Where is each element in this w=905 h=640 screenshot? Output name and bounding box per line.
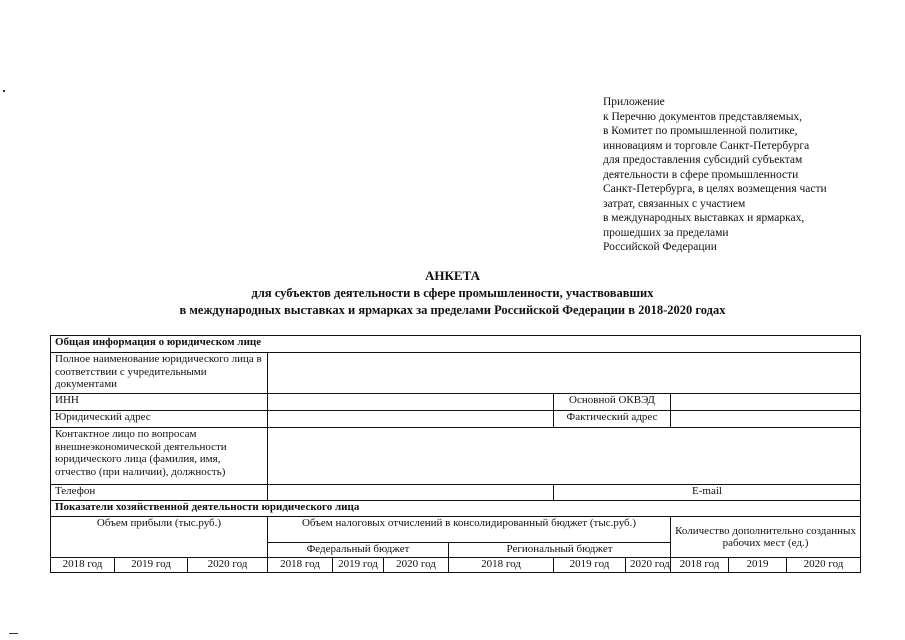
profit-year: 2019 год <box>115 558 188 573</box>
indicators-header: Показатели хозяйственной деятельности юридического лица <box>51 501 861 517</box>
legal-address-label: Юридический адрес <box>51 411 268 428</box>
tax-header: Объем налоговых отчислений в консолидированный бюджет (тыс.руб.) <box>268 517 671 543</box>
contact-person-label: Контактное лицо по вопросам внешнеэкономической деятельности юридического лица (фамилия, имя, отчество (при наличии), должность) <box>51 428 268 485</box>
jobs-year: 2018 год <box>671 558 729 573</box>
appendix-note <box>603 95 863 255</box>
appendix-line: затрат, связанных с участием <box>603 197 746 210</box>
actual-address-label: Фактический адрес <box>554 411 671 428</box>
regional-year: 2018 год <box>449 558 554 573</box>
page-subtitle: для субъектов деятельности в сфере промышленности, участвовавших <box>251 286 654 300</box>
jobs-year: 2019 <box>729 558 787 573</box>
phone-label: Телефон <box>51 485 268 501</box>
profit-year: 2020 год <box>188 558 268 573</box>
page-subtitle: в международных выставках и ярмарках за пределами Российской Федерации в 2018-2020 годах <box>179 303 726 317</box>
general-info-header: Общая информация о юридическом лице <box>51 336 861 353</box>
federal-year: 2020 год <box>384 558 449 573</box>
full-name-label: Полное наименование юридического лица в соответствии с учредительными документами <box>51 353 268 394</box>
jobs-header: Количество дополнительно созданных рабочих мест (ед.) <box>671 517 861 558</box>
scan-mark <box>9 633 18 634</box>
page-title: АНКЕТА <box>424 268 480 283</box>
federal-year: 2018 год <box>268 558 333 573</box>
okved-field[interactable] <box>671 394 861 411</box>
inn-label: ИНН <box>51 394 268 411</box>
questionnaire-table <box>50 335 861 573</box>
appendix-line: в международных выставках и ярмарках, <box>603 212 805 224</box>
appendix-line: прошедших за пределами <box>603 226 729 239</box>
scan-mark <box>3 90 5 92</box>
appendix-line: Приложение <box>603 96 665 108</box>
profit-header: Объем прибыли (тыс.руб.) <box>51 517 268 558</box>
contact-person-field[interactable] <box>268 428 861 485</box>
appendix-line: инновациям и торговле Санкт-Петербурга <box>603 139 810 152</box>
full-name-field[interactable] <box>268 353 861 394</box>
jobs-year: 2020 год <box>787 558 861 573</box>
profit-year: 2018 год <box>51 558 115 573</box>
appendix-line: деятельности в сфере промышленности <box>603 168 799 181</box>
appendix-line: к Перечню документов представляемых, <box>603 110 803 123</box>
regional-budget-header: Региональный бюджет <box>449 543 671 558</box>
okved-label: Основной ОКВЭД <box>554 394 671 411</box>
federal-year: 2019 год <box>333 558 384 573</box>
appendix-line: Российской Федерации <box>603 241 717 253</box>
regional-year: 2020 год <box>626 558 671 573</box>
appendix-line: в Комитет по промышленной политике, <box>603 125 798 137</box>
legal-address-field[interactable] <box>268 411 554 428</box>
regional-year: 2019 год <box>554 558 626 573</box>
appendix-line: Санкт-Петербурга, в целях возмещения части <box>603 183 827 195</box>
phone-field[interactable] <box>268 485 554 501</box>
actual-address-field[interactable] <box>671 411 861 428</box>
federal-budget-header: Федеральный бюджет <box>268 543 449 558</box>
email-label: E-mail <box>554 485 861 501</box>
appendix-line: для предоставления субсидий субъектам <box>603 154 803 166</box>
inn-field[interactable] <box>268 394 554 411</box>
